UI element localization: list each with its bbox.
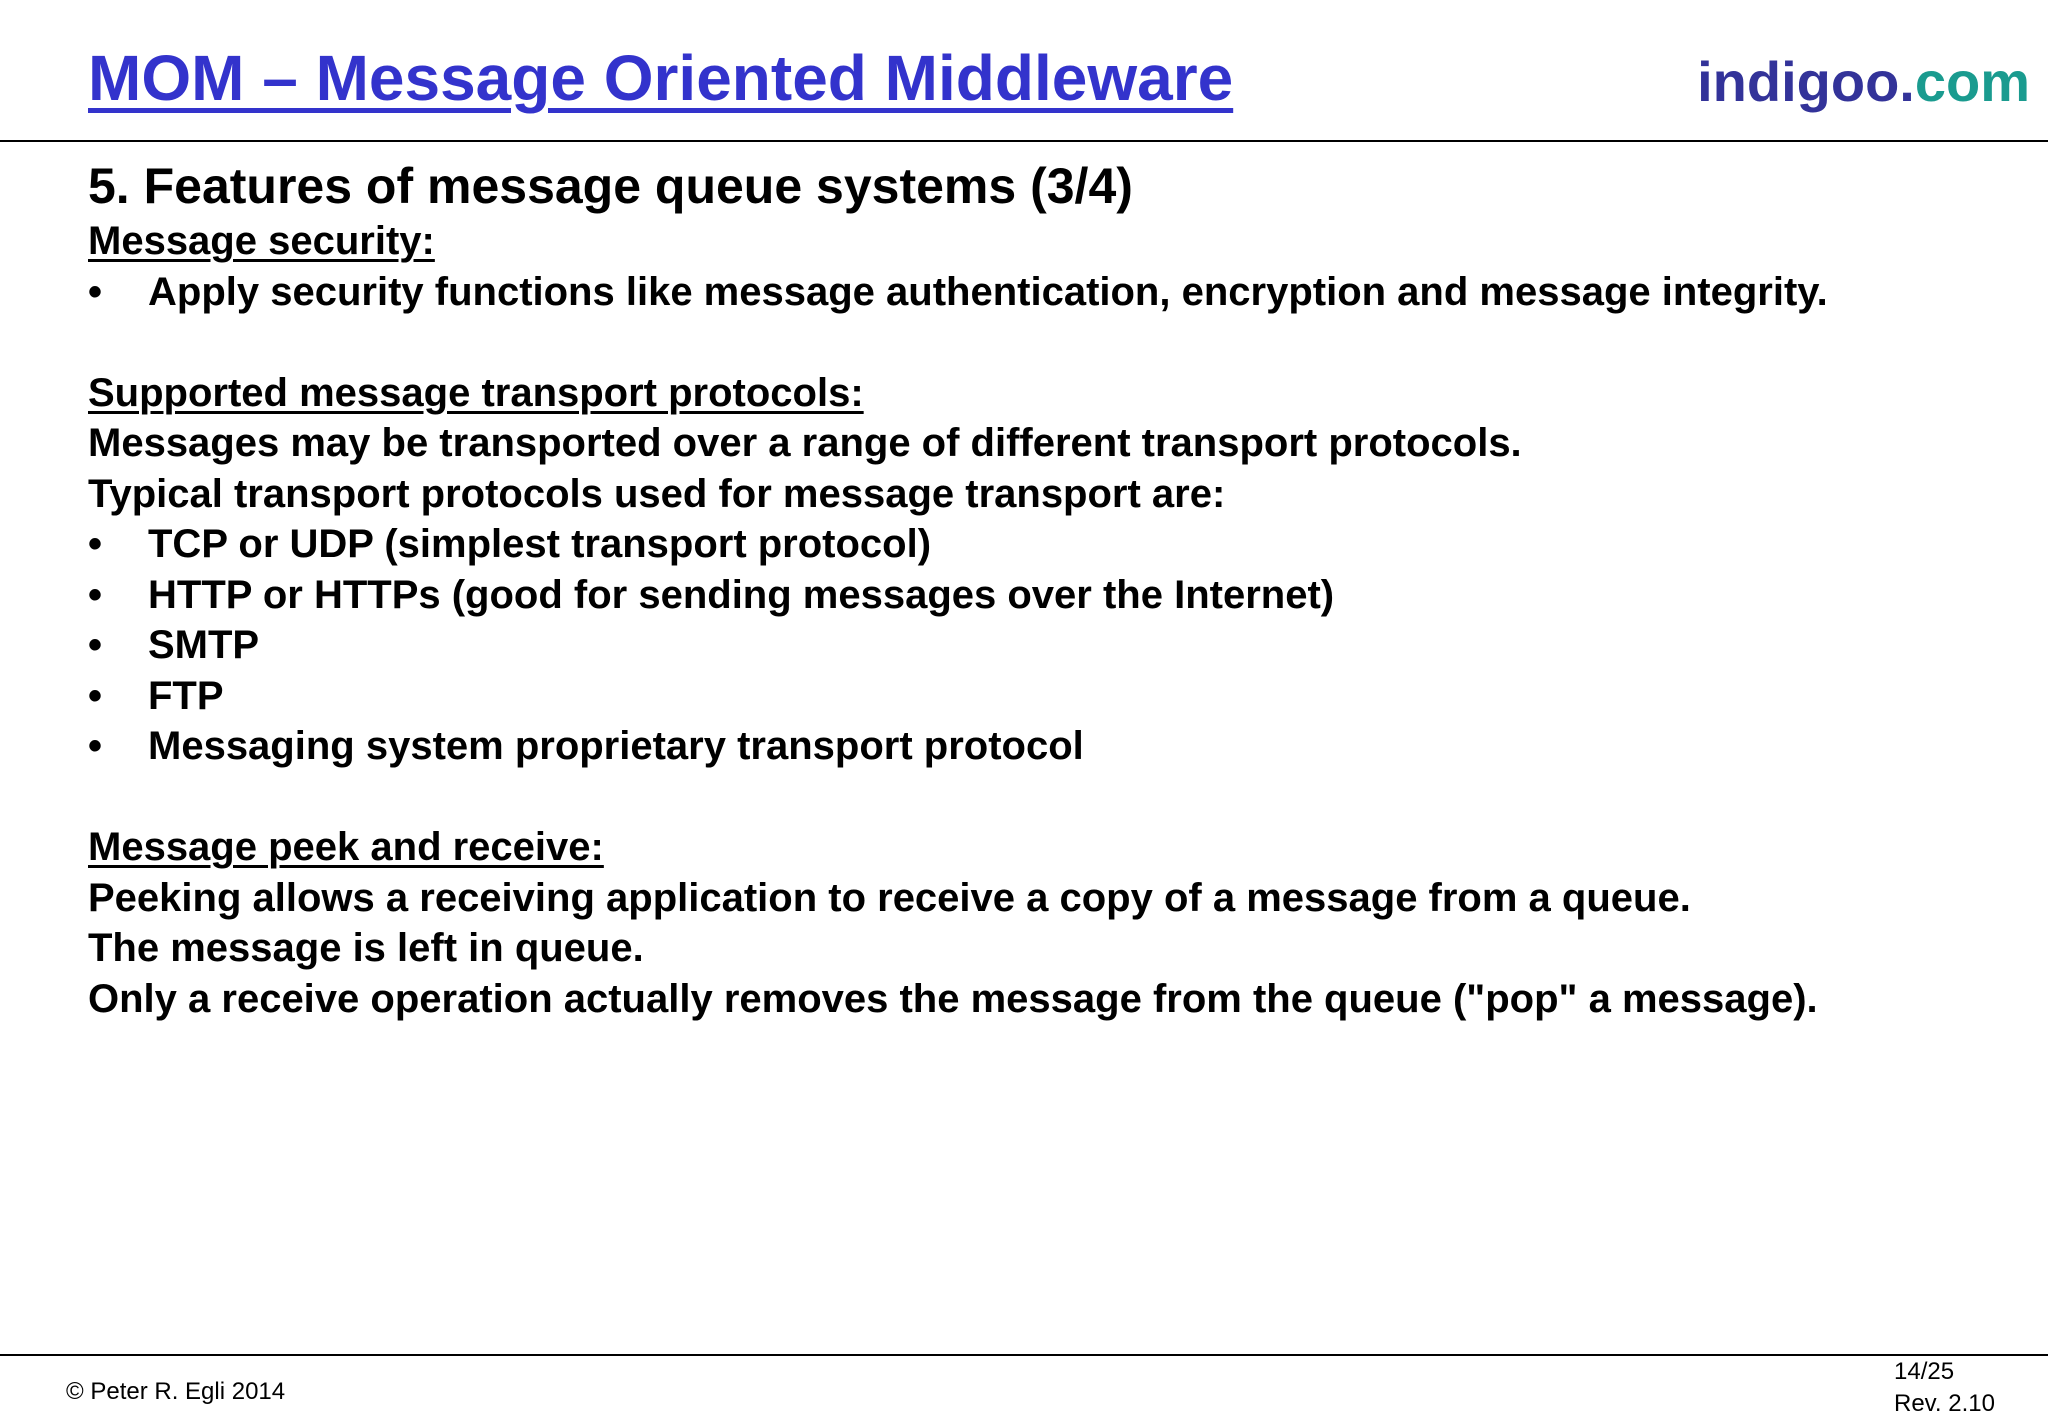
brand-name: indigoo bbox=[1697, 50, 1900, 113]
spacer bbox=[88, 317, 2028, 368]
bullet-marker: • bbox=[88, 673, 103, 718]
bullet-marker: • bbox=[88, 572, 103, 617]
security-bullet bbox=[88, 267, 2028, 318]
revision: Rev. 2.10 bbox=[1894, 1390, 1995, 1417]
slide-content bbox=[88, 156, 2028, 1024]
transport-line: Typical transport protocols used for message transport are: bbox=[88, 471, 1226, 516]
bullet-text: FTP bbox=[148, 673, 224, 718]
transport-line: Messages may be transported over a range of different transport protocols. bbox=[88, 421, 1522, 465]
bullet-text: Messaging system proprietary transport protocol bbox=[148, 724, 1084, 768]
slide-series-title: MOM – Message Oriented Middleware bbox=[88, 42, 1234, 114]
bullet-marker: • bbox=[88, 269, 103, 314]
header-divider bbox=[0, 140, 2048, 142]
brand-logo bbox=[1697, 48, 2030, 115]
bullet-marker: • bbox=[88, 623, 103, 667]
section-heading: 5. Features of message queue systems (3/4) bbox=[88, 158, 1133, 214]
bullet-text: HTTP or HTTPs (good for sending messages over the Internet) bbox=[148, 572, 1335, 617]
transport-bullet bbox=[88, 620, 2028, 671]
transport-bullet bbox=[88, 721, 2028, 772]
bullet-marker: • bbox=[88, 522, 103, 566]
spacer bbox=[88, 772, 2028, 823]
bullet-marker: • bbox=[88, 724, 103, 768]
peek-line: Only a receive operation actually removes the message from the queue ("pop" a message). bbox=[88, 976, 1818, 1021]
footer-divider bbox=[0, 1354, 2048, 1356]
peek-line: Peeking allows a receiving application to receive a copy of a message from a queue. bbox=[88, 875, 1691, 920]
transport-bullet bbox=[88, 519, 2028, 570]
peek-line: The message is left in queue. bbox=[88, 926, 644, 970]
peek-subheading: Message peek and receive: bbox=[88, 825, 604, 869]
transport-subheading: Supported message transport protocols: bbox=[88, 370, 864, 415]
brand-dot: . bbox=[1899, 50, 1915, 113]
page-number: 14/25 bbox=[1894, 1358, 1955, 1385]
security-subheading: Message security: bbox=[88, 219, 435, 263]
transport-bullet bbox=[88, 671, 2028, 722]
bullet-text: TCP or UDP (simplest transport protocol) bbox=[148, 522, 932, 566]
transport-bullet bbox=[88, 570, 2028, 621]
bullet-text: Apply security functions like message authentication, encryption and message integrity. bbox=[148, 269, 1828, 314]
brand-tld: com bbox=[1914, 50, 2030, 113]
bullet-text: SMTP bbox=[148, 623, 260, 667]
page-info bbox=[1894, 1356, 1995, 1420]
copyright: © Peter R. Egli 2014 bbox=[66, 1378, 286, 1405]
